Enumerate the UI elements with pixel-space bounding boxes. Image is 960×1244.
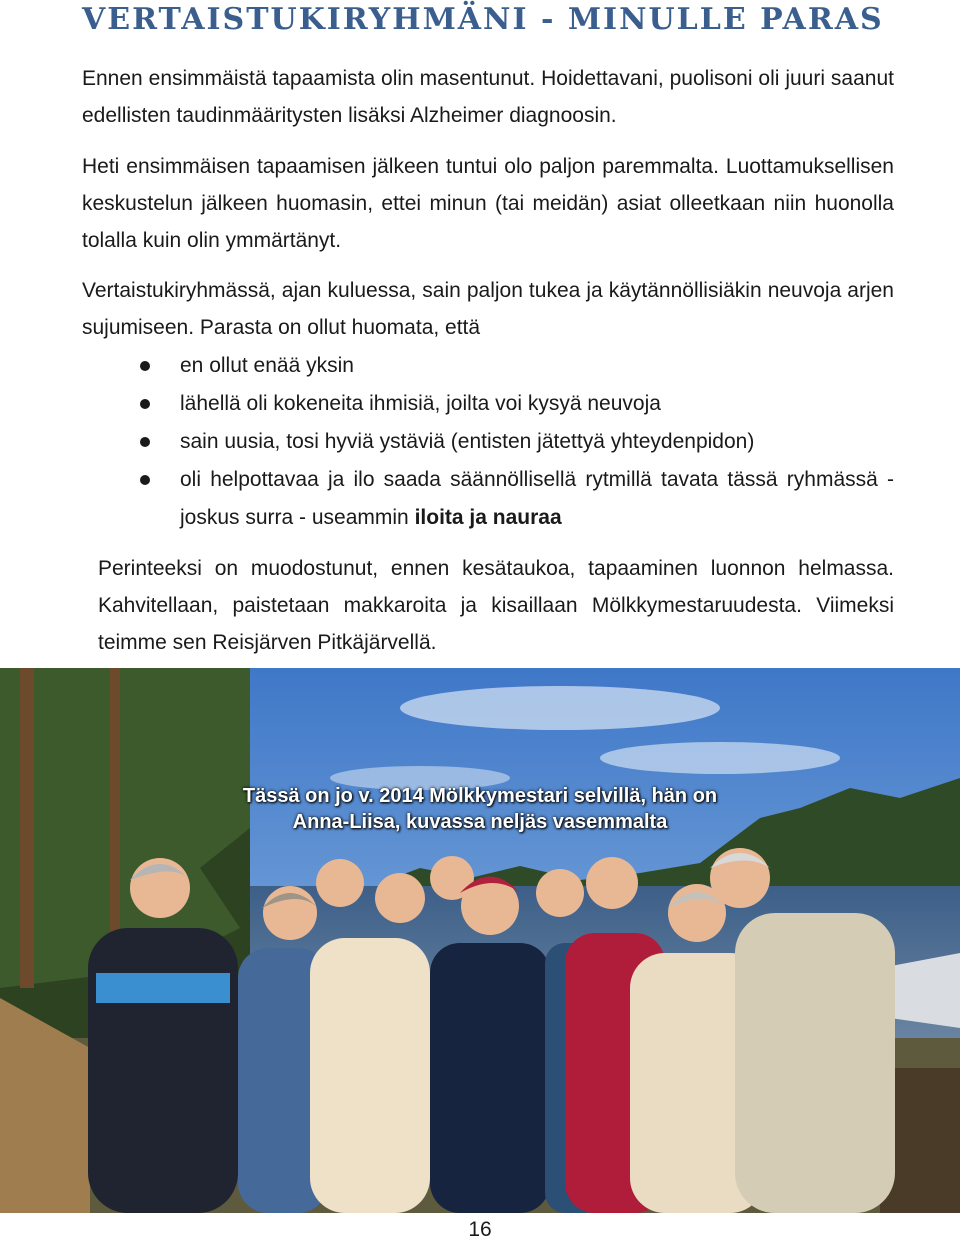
list-item: en ollut enää yksin [82, 347, 894, 385]
photo-caption-line2: Anna-Liisa, kuvassa neljäs vasemmalta [292, 811, 668, 833]
bullet-icon [140, 361, 150, 371]
emphasis-text: iloita ja nauraa [414, 506, 562, 529]
bullet-icon [140, 437, 150, 447]
list-item: lähellä oli kokeneita ihmisiä, joilta voi kysyä neuvoja [82, 385, 894, 423]
paragraph-peer-support: Vertaistukiryhmässä, ajan kuluessa, sain paljon tukea ja käytännöllisiäkin neuvoja arjen sujumiseen. Parasta on ollut huomata, että [82, 279, 894, 339]
bullet-icon [140, 399, 150, 409]
group-photo [0, 668, 960, 1213]
page-title: VERTAISTUKIRYHMÄNI - MINULLE PARAS [82, 2, 884, 37]
benefits-list [82, 347, 894, 537]
paragraph-first-meeting: Heti ensimmäisen tapaamisen jälkeen tuntui olo paljon paremmalta. Luottamuksellisen keskustelun jälkeen huomasin, ettei minun (tai meidän) asiat olleetkaan niin huonolla tolalla kuin olin ymmärtänyt. [82, 155, 894, 252]
paragraph-intro: Ennen ensimmäistä tapaamista olin masentunut. Hoidettavani, puolisoni oli juuri saanut edellisten taudinmääritysten lisäksi Alzheimer diagnoosin. [82, 67, 894, 127]
photo-caption-line1: Tässä on jo v. 2014 Mölkkymestari selvillä, hän on [242, 785, 718, 807]
list-item: sain uusia, tosi hyviä ystäviä (entisten jätettyä yhteydenpidon) [82, 423, 894, 461]
list-item: oli helpottavaa ja ilo saada säännöllisellä rytmillä tavata tässä ryhmässä - joskus surra - useammin iloita ja nauraa [82, 461, 894, 537]
paragraph-tradition: Perinteeksi on muodostunut, ennen kesätaukoa, tapaaminen luonnon helmassa. Kahvitellaan, paistetaan makkaroita ja kisaillaan Mölkkymestaruudesta. Viimeksi teimme sen Reisjärven Pitkäjärvellä. [98, 557, 894, 654]
bullet-icon [140, 475, 150, 485]
group-photo-illustration [0, 668, 960, 1213]
page-number: 16 [468, 1218, 492, 1241]
